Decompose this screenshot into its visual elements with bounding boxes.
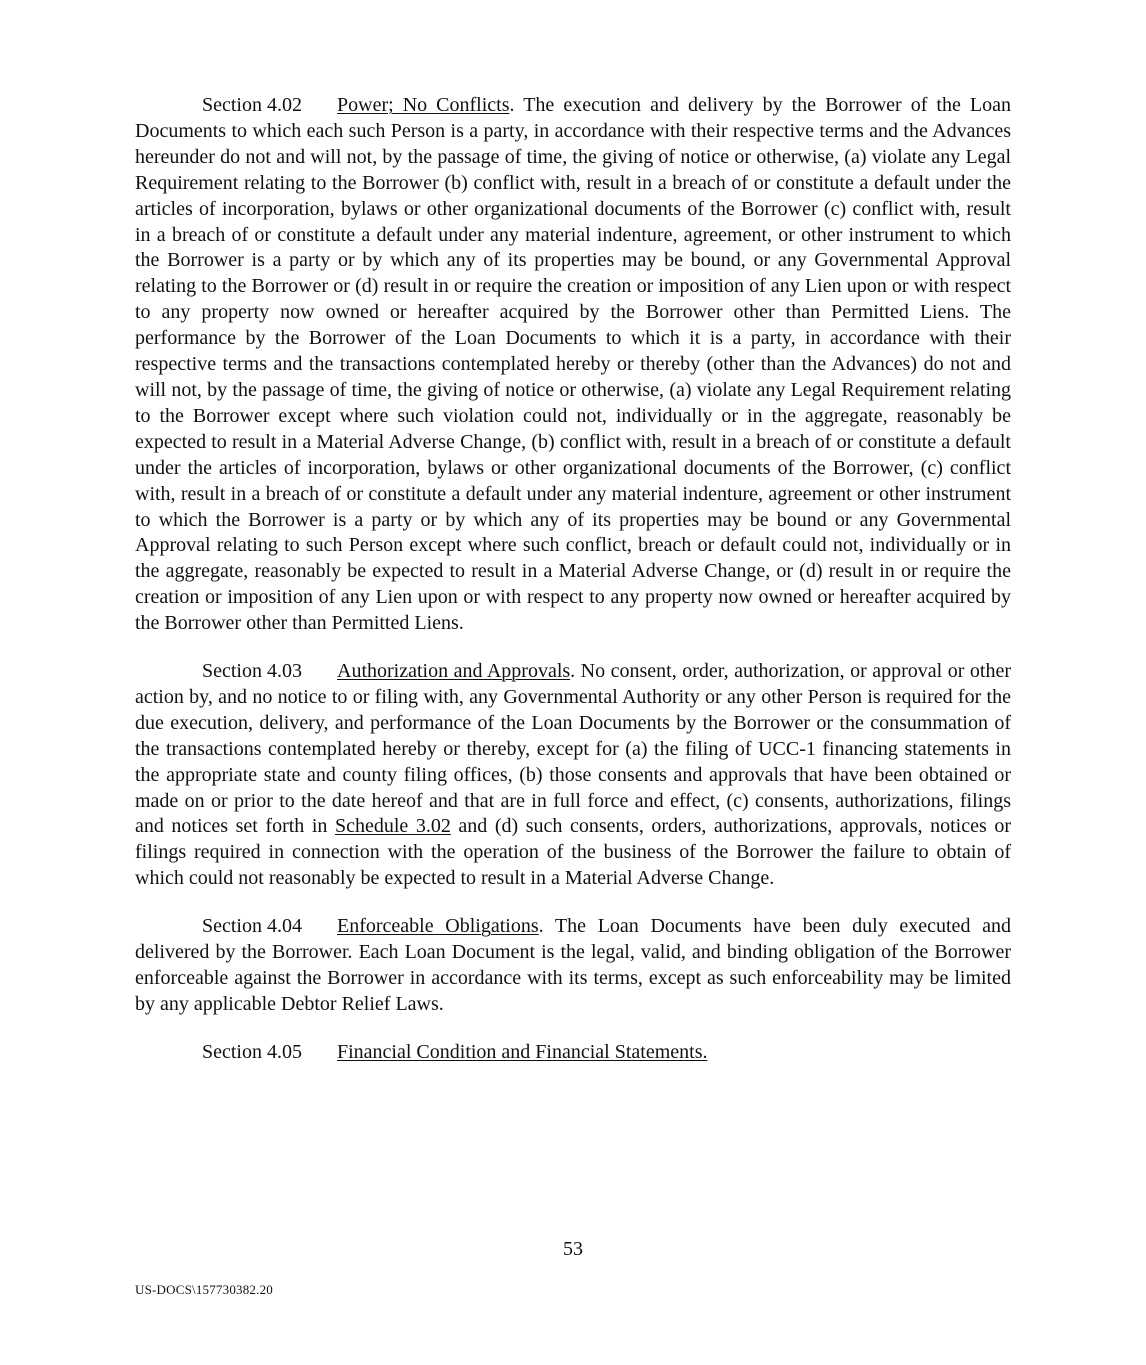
section-title: Power; No Conflicts bbox=[337, 94, 510, 116]
section-body: No consent, order, authorization, or approval or other action by, and no notice to or filing with, any Governmental Authority or any other Person is required for the due execution, delivery, and performance of the Loan Documents by the Borrower or the consummation of the transactions contemplated hereby or thereby, except for (a) the filing of UCC-1 financing statements in the appropriate state and county filing offices, (b) those consents and approvals that have been obtained or made on or prior to the date hereof and that are in full force and effect, (c) consents, authorizations, filings and notices set forth in bbox=[135, 660, 1011, 838]
section-number: Section 4.04 bbox=[202, 915, 302, 938]
section-title: Enforceable Obligations bbox=[337, 915, 539, 938]
document-footer-id: US-DOCS\157730382.20 bbox=[135, 1282, 273, 1297]
section-title: Financial Condition and Financial Statements. bbox=[337, 1040, 708, 1063]
section-4-02 bbox=[135, 93, 1011, 637]
section-number: Section 4.03 bbox=[202, 660, 302, 683]
schedule-reference: Schedule 3.02 bbox=[334, 815, 451, 838]
section-title-period: . bbox=[570, 660, 576, 683]
section-body-continued: and (d) such consents, orders, authorizations, approvals, notices or filings required in connection with the operation of the business of the Borrower the failure to obtain of which could not reasonably be expected to result in a Material Adverse Change. bbox=[135, 815, 1011, 890]
section-4-03 bbox=[135, 659, 1011, 892]
section-number: Section 4.05 bbox=[202, 1040, 302, 1063]
page-number: 53 bbox=[563, 1238, 583, 1260]
section-title-period: . bbox=[509, 94, 515, 116]
document-page bbox=[135, 93, 1011, 1088]
section-number: Section 4.02 bbox=[202, 94, 302, 116]
section-title: Authorization and Approvals bbox=[337, 660, 571, 683]
section-4-04 bbox=[135, 914, 1011, 1018]
section-body: The execution and delivery by the Borrower of the Loan Documents to which each such Person is a party, in accordance with their respective terms and the Advances hereunder do not and will not, by the passage of time, the giving of notice or otherwise, (a) violate any Legal Requirement relating to the Borrower (b) conflict with, result in a breach of or constitute a default under the articles of incorporation, bylaws or other organizational documents of the Borrower (c) conflict with, result in a breach of or constitute a default under any material indenture, agreement, or other instrument to which the Borrower is a party or by which any of its properties may be bound, or any Governmental Approval relating to the Borrower or (d) result in or require the creation or imposition of any Lien upon or with respect to any property now owned or hereafter acquired by the Borrower other than Permitted Liens. The performance by the Borrower of the Loan Documents to which it is a party, in accordance with their respective terms and the transactions contemplated hereby or thereby (other than the Advances) do not and will not, by the passage of time, the giving of notice or otherwise, (a) violate any Legal Requirement relating to the Borrower except where such violation could not, individually or in the aggregate, reasonably be expected to result in a Material Adverse Change, (b) conflict with, result in a breach of or constitute a default under the articles of incorporation, bylaws or other organizational documents of the Borrower, (c) conflict with, result in a breach of or constitute a default under any material indenture, agreement or other instrument to which the Borrower is a party or by which any of its properties may be bound or any Governmental Approval relating to such Person except where such conflict, breach or default could not, individually or in the aggregate, reasonably be expected to result in a Material Adverse Change, or (d) result in or require the creation or imposition of any Lien upon or with respect to any property now owned or hereafter acquired by the Borrower other than Permitted Liens. bbox=[135, 94, 1011, 635]
section-4-05 bbox=[135, 1040, 1011, 1066]
section-title-period: . bbox=[538, 915, 544, 938]
section-body: The Loan Documents have been duly executed and delivered by the Borrower. Each Loan Document is the legal, valid, and binding obligation of the Borrower enforceable against the Borrower in accordance with its terms, except as such enforceability may be limited by any applicable Debtor Relief Laws. bbox=[135, 915, 1011, 1015]
